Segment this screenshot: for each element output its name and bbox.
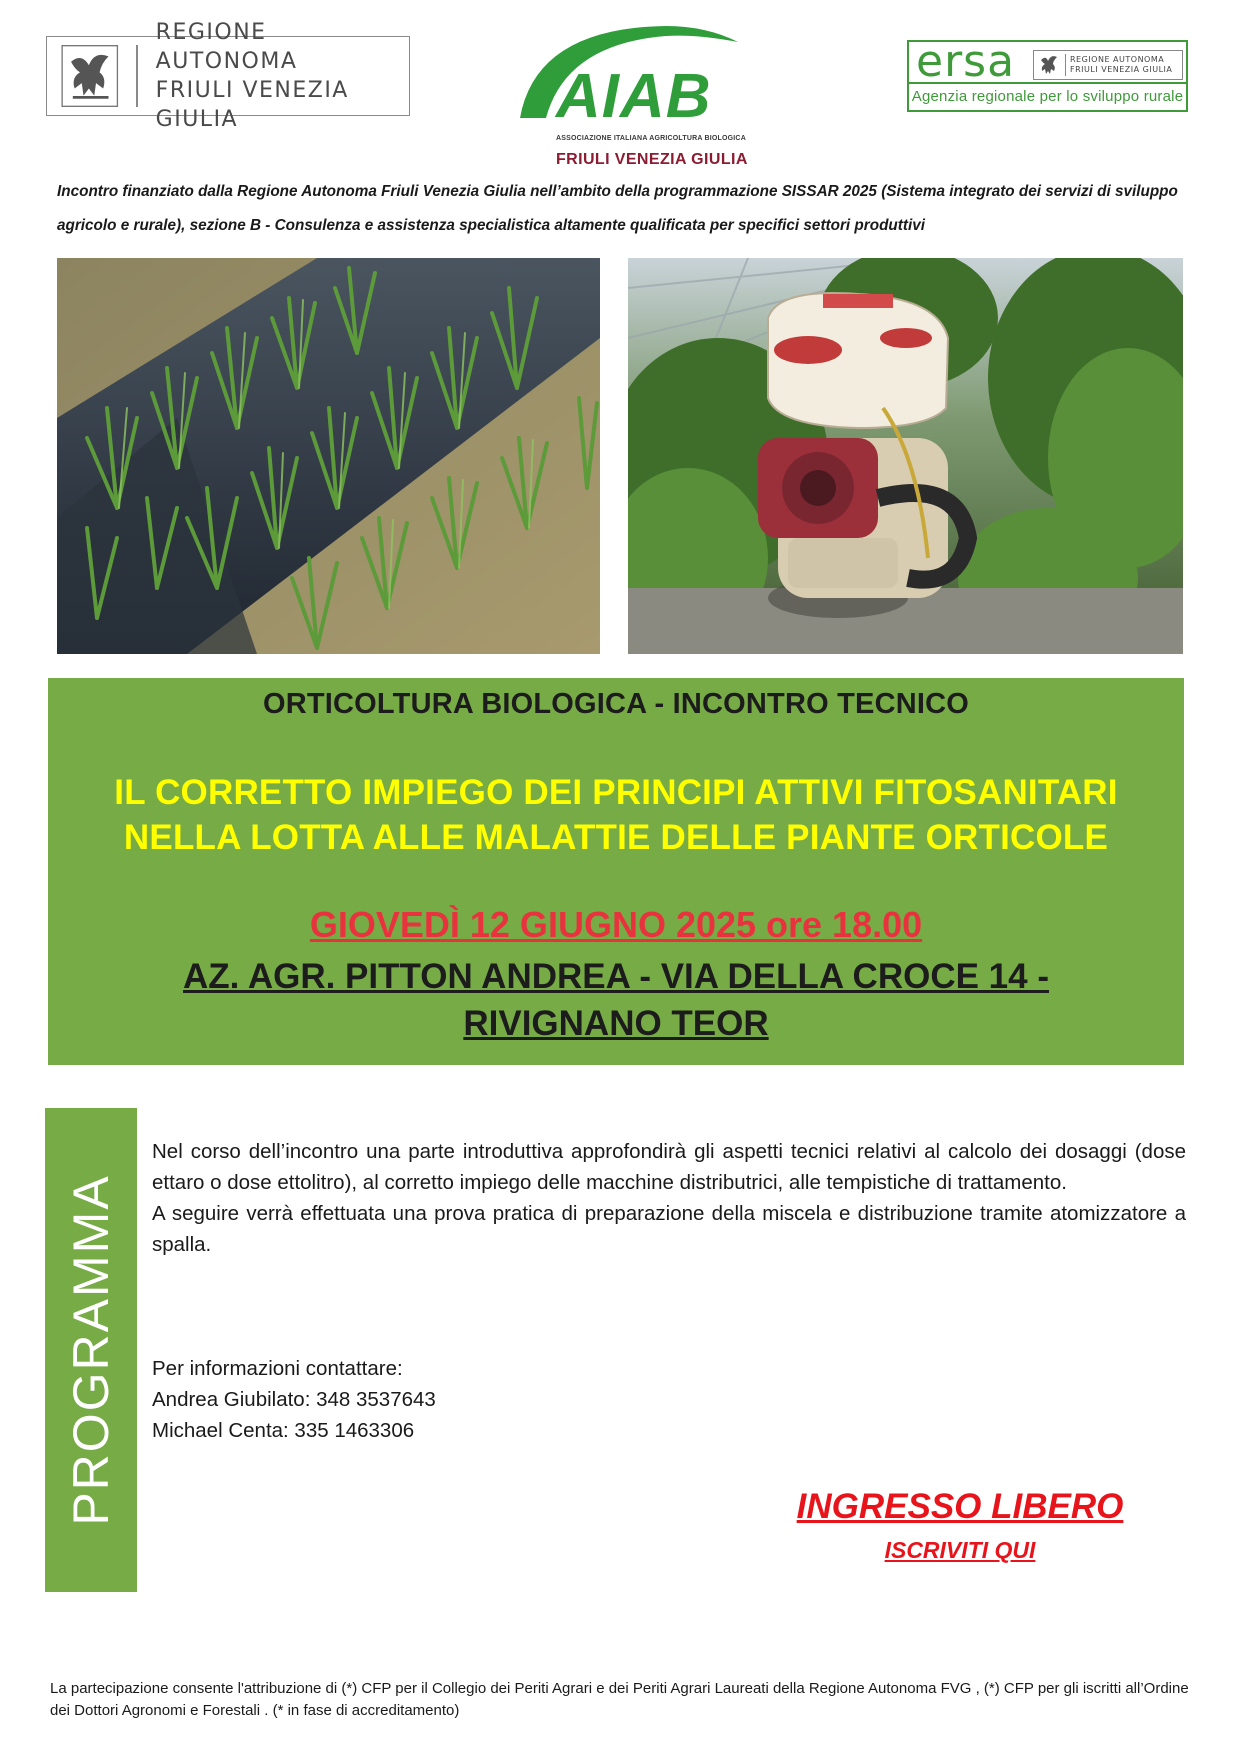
contact-michael: Michael Centa: 335 1463306 [152, 1419, 415, 1442]
aiab-region-name: FRIULI VENEZIA GIULIA [556, 151, 748, 168]
free-entry-label: INGRESSO LIBERO [796, 1487, 1124, 1526]
funding-statement: Incontro finanziato dalla Regione Autonoma Friuli Venezia Giulia nell’ambito della programmazione SISSAR 2025 (Sistema integrato dei servizi di sviluppo agricolo e rurale), sezione B - Consulenza e assistenza specialistica altamente qualificata per specifici settori produttivi [57, 183, 1178, 234]
programme-description [152, 1136, 1186, 1260]
backpack-sprayer-photo [628, 258, 1183, 654]
regione-fvg-logo [46, 20, 410, 132]
accreditation-note: La partecipazione consente l'attribuzione di (*) CFP per il Collegio dei Periti Agrari e dei Periti Agrari Laureati della Regione Autonoma FVG , (*) CFP per gli iscritti all’Ordine dei Dottori Agronomi e Forestali . (* in fase di accreditamento) [50, 1680, 1189, 1719]
ersa-tagline: Agenzia regionale per lo sviluppo rurale [909, 82, 1186, 110]
programme-paragraph-2: A seguire verrà effettuata una prova pratica di preparazione della miscela e distribuzione tramite atomizzatore a spalla. [152, 1202, 1186, 1256]
event-title-line2: NELLA LOTTA ALLE MALATTIE DELLE PIANTE ORTICOLE [123, 818, 1109, 857]
event-kicker: ORTICOLTURA BIOLOGICA - INCONTRO TECNICO [262, 688, 970, 720]
event-location-line2: RIVIGNANO TEOR [463, 1004, 769, 1043]
contact-info [152, 1353, 436, 1446]
programme-label: PROGRAMMA [63, 1174, 119, 1526]
event-date: GIOVEDÌ 12 GIUGNO 2025 ore 18.00 [309, 904, 923, 945]
contacts-heading: Per informazioni contattare: [152, 1357, 403, 1380]
eagle-icon [55, 38, 126, 114]
event-location-line1: AZ. AGR. PITTON ANDREA - VIA DELLA CROCE 14 - [183, 957, 1049, 996]
regione-logo-line1: REGIONE AUTONOMA [155, 20, 298, 74]
register-link[interactable]: ISCRIVITI QUI [884, 1537, 1036, 1563]
ersa-wordmark: ersa [916, 36, 1016, 87]
onion-field-photo [57, 258, 600, 654]
aiab-association-name: ASSOCIAZIONE ITALIANA AGRICOLTURA BIOLOGICA [556, 135, 746, 142]
ersa-regione-badge [1033, 50, 1183, 80]
programme-sidebar [45, 1108, 137, 1592]
regione-logo-line2: FRIULI VENEZIA GIULIA [155, 78, 349, 132]
event-title-line1: IL CORRETTO IMPIEGO DEI PRINCIPI ATTIVI FITOSANITARI [114, 773, 1118, 812]
aiab-wordmark: AIAB [556, 62, 712, 131]
ersa-badge-line1: REGIONE AUTONOMA [1070, 55, 1165, 64]
ersa-logo [907, 36, 1188, 112]
eagle-icon [1037, 52, 1061, 78]
ersa-badge-line2: FRIULI VENEZIA GIULIA [1070, 65, 1173, 74]
event-banner [48, 678, 1184, 1065]
event-location [48, 953, 1184, 1047]
event-title [48, 770, 1184, 860]
contact-andrea: Andrea Giubilato: 348 3537643 [152, 1388, 436, 1411]
programme-paragraph-1: Nel corso dell’incontro una parte introduttiva approfondirà gli aspetti tecnici relativi al calcolo dei dosaggi (dose ettaro o dose ettolitro), al corretto impiego delle macchine distributrici, alle tempistiche di trattamento. [152, 1140, 1186, 1194]
aiab-logo [516, 22, 748, 168]
